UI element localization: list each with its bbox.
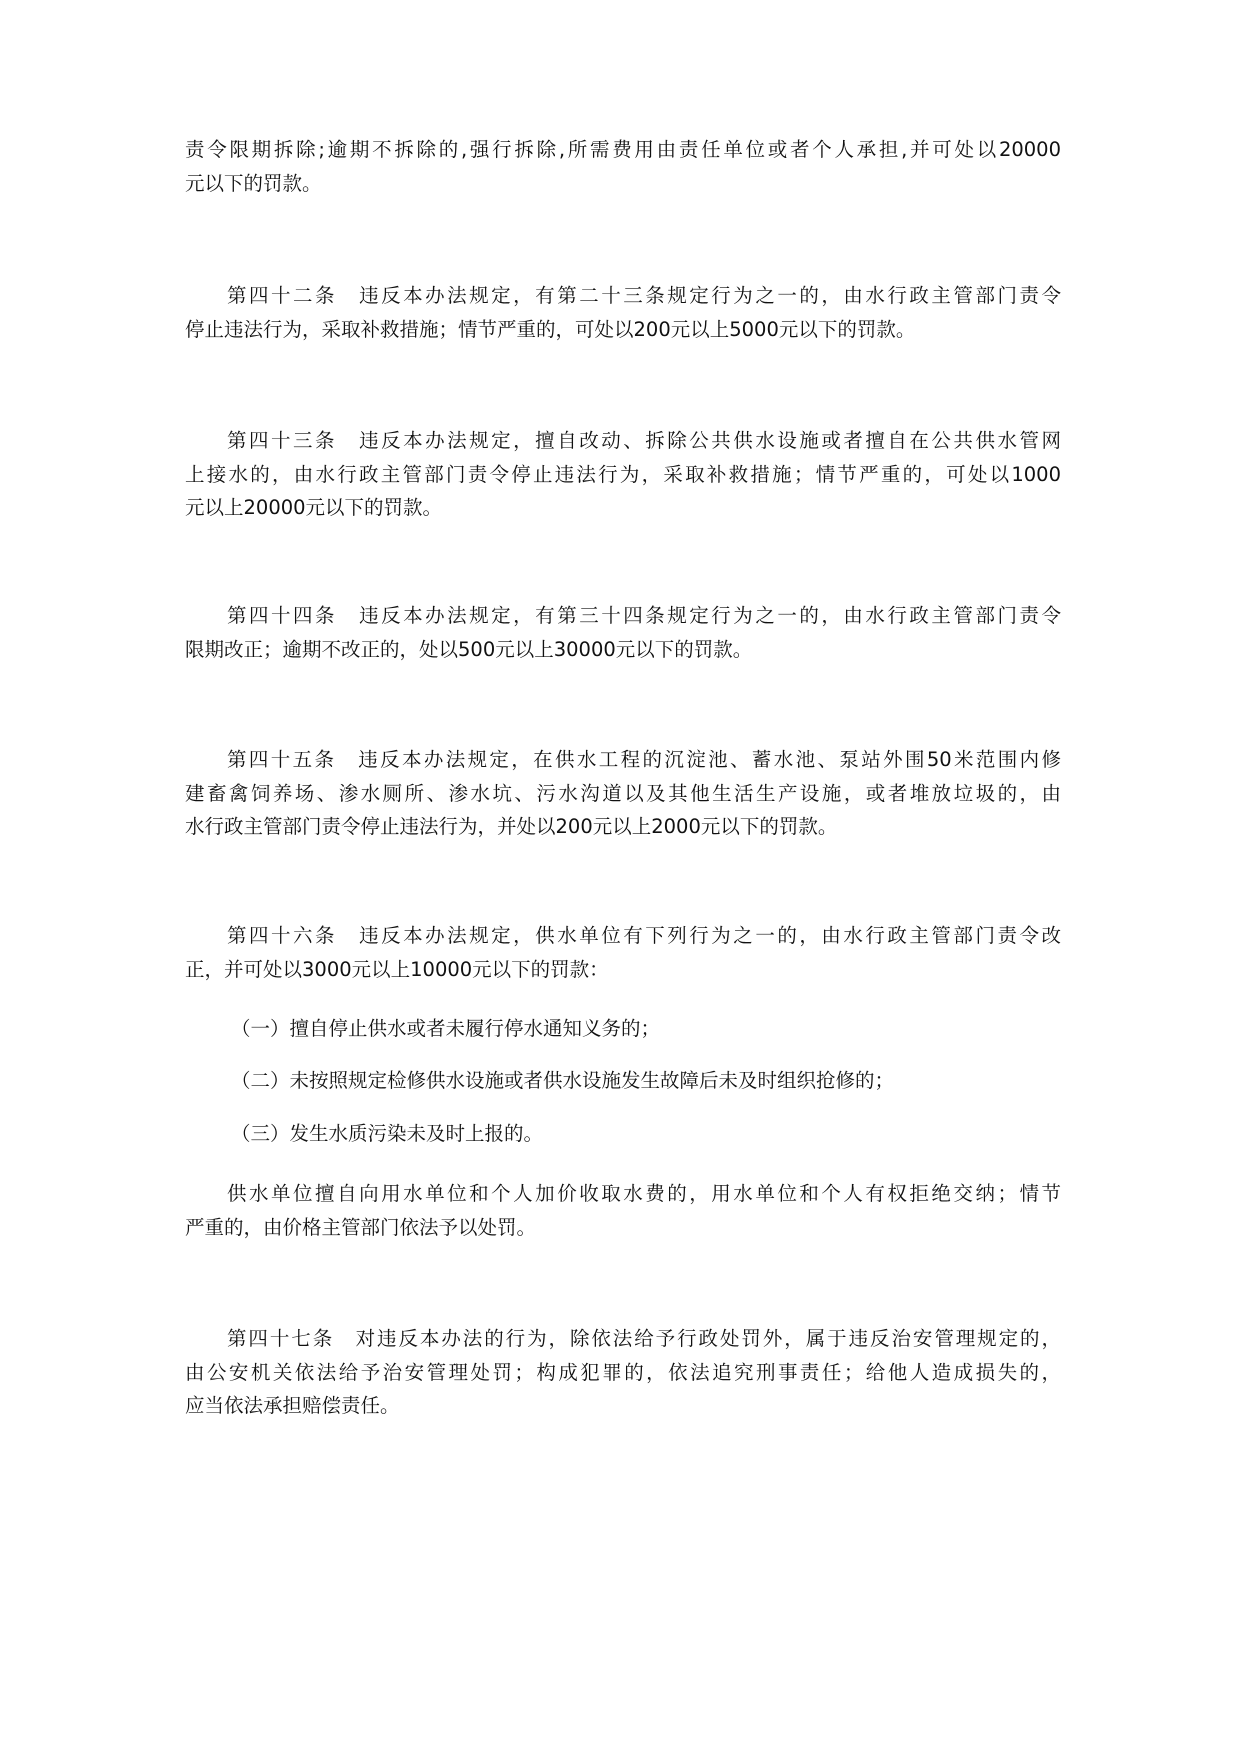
text-line: 第四十五条 违反本办法规定，在供水工程的沉淀池、蓄水池、泵站外围50米范围内修 xyxy=(227,748,1061,771)
text-line: 正，并可处以3000元以上10000元以下的罚款： xyxy=(185,957,609,981)
article-42 xyxy=(185,279,1061,346)
article-43 xyxy=(185,424,1061,525)
text-line: 停止违法行为，采取补救措施；情节严重的，可处以200元以上5000元以下的罚款。 xyxy=(185,317,916,341)
paragraph-continuation xyxy=(185,133,1061,200)
list-item: （三）发生水质污染未及时上报的。 xyxy=(231,1122,544,1145)
text-line: 上接水的，由水行政主管部门责令停止违法行为，采取补救措施；情节严重的，可处以1000 xyxy=(185,462,1061,486)
text-line: 严重的，由价格主管部门依法予以处罚。 xyxy=(185,1215,537,1239)
article-46-extra xyxy=(185,1177,1061,1244)
text-line: 应当依法承担赔偿责任。 xyxy=(185,1394,400,1417)
list-item: （二）未按照规定检修供水设施或者供水设施发生故障后未及时组织抢修的； xyxy=(231,1069,895,1092)
text-line: 限期改正；逾期不改正的，处以500元以上30000元以下的罚款。 xyxy=(185,637,753,661)
text-line: 第四十四条 违反本办法规定，有第三十四条规定行为之一的，由水行政主管部门责令 xyxy=(227,604,1061,627)
text-line: 第四十二条 违反本办法规定，有第二十三条规定行为之一的，由水行政主管部门责令 xyxy=(227,284,1061,307)
text-line: 建畜禽饲养场、渗水厕所、渗水坑、污水沟道以及其他生活生产设施，或者堆放垃圾的，由 xyxy=(185,781,1061,805)
text-line: 责令限期拆除;逾期不拆除的,强行拆除,所需费用由责任单位或者个人承担,并可处以20000 xyxy=(185,138,1061,161)
text-line: 第四十六条 违反本办法规定，供水单位有下列行为之一的，由水行政主管部门责令改 xyxy=(227,924,1061,947)
list-item: （一）擅自停止供水或者未履行停水通知义务的； xyxy=(231,1017,661,1040)
text-line: 第四十七条 对违反本办法的行为，除依法给予行政处罚外，属于违反治安管理规定的， xyxy=(227,1327,1061,1350)
text-line: 元以上20000元以下的罚款。 xyxy=(185,496,443,519)
text-line: 元以下的罚款。 xyxy=(185,171,322,195)
article-44 xyxy=(185,599,1061,666)
article-46 xyxy=(185,919,1061,986)
text-line: 由公安机关依法给予治安管理处罚；构成犯罪的，依法追究刑事责任；给他人造成损失的， xyxy=(185,1360,1061,1384)
text-line: 水行政主管部门责令停止违法行为，并处以200元以上2000元以下的罚款。 xyxy=(185,815,838,838)
article-47 xyxy=(185,1322,1061,1423)
text-line: 第四十三条 违反本办法规定，擅自改动、拆除公共供水设施或者擅自在公共供水管网 xyxy=(227,429,1061,452)
article-45 xyxy=(185,743,1061,844)
text-line: 供水单位擅自向用水单位和个人加价收取水费的，用水单位和个人有权拒绝交纳；情节 xyxy=(227,1182,1061,1205)
